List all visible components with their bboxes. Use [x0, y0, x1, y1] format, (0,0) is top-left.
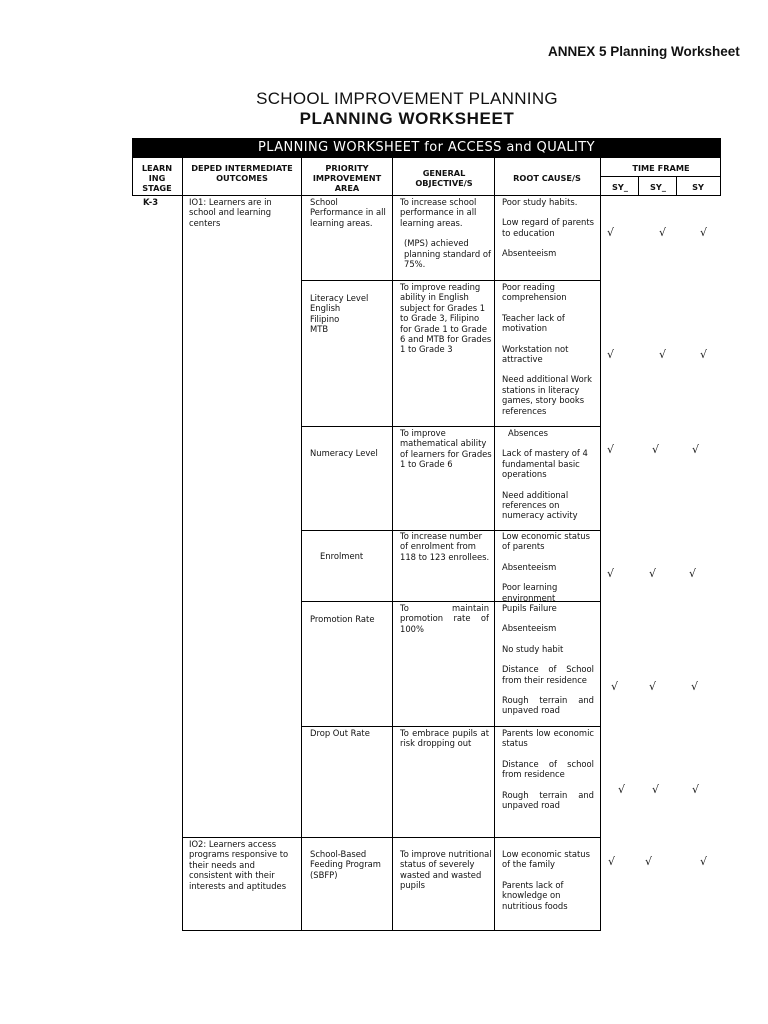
check-mark: √ — [689, 567, 697, 580]
header-general-objective: GENERAL OBJECTIVE/S — [415, 168, 473, 188]
causes-sbfp: Low economic status of the family Parents lack of knowledge on nutritious foods — [502, 849, 590, 911]
header-root-cause: ROOT CAUSE/S — [513, 173, 581, 183]
header-sy-1: SY_ — [612, 182, 628, 192]
causes-literacy-level: Poor reading comprehension Teacher lack of motivation Workstation not attractive Need additional Work stations in literacy games, story books references — [502, 282, 593, 416]
check-mark: √ — [700, 855, 708, 868]
objective-numeracy-level: To improve mathematical ability of learners for Grades 1 to Grade 6 — [400, 428, 492, 470]
check-mark: √ — [659, 348, 667, 361]
worksheet-title-bar: PLANNING WORKSHEET for ACCESS and QUALITY — [132, 138, 721, 158]
header-sy-2: SY_ — [650, 182, 666, 192]
header-learning-stage: LEARN ING STAGE — [141, 163, 173, 193]
area-sbfp: School-Based Feeding Program (SBFP) — [310, 849, 381, 880]
causes-school-performance: Poor study habits. Low regard of parents to education Absenteeism — [502, 197, 594, 259]
header-sy-3: SY — [692, 182, 704, 192]
objective-school-performance: To increase school performance in all learning areas. (MPS) achieved planning standard of 75%. — [400, 197, 491, 270]
outcome-io1: IO1: Learners are in school and learning centers — [189, 197, 272, 228]
check-mark: √ — [700, 226, 708, 239]
causes-promotion-rate: Pupils Failure Absenteeism No study habit Distance of School from their residence Rough terrain and unpaved road — [502, 603, 594, 716]
check-mark: √ — [691, 680, 699, 693]
check-mark: √ — [618, 783, 626, 796]
annex-label: ANNEX 5 Planning Worksheet — [548, 44, 740, 59]
check-mark: √ — [607, 443, 615, 456]
header-intermediate-outcomes: DEPED INTERMEDIATE OUTCOMES — [191, 163, 293, 183]
document-title: SCHOOL IMPROVEMENT PLANNING — [256, 89, 558, 108]
check-mark: √ — [652, 443, 660, 456]
check-mark: √ — [692, 443, 700, 456]
area-literacy-level: Literacy Level English Filipino MTB — [310, 293, 369, 335]
check-mark: √ — [608, 855, 616, 868]
area-numeracy-level: Numeracy Level — [310, 448, 378, 458]
objective-literacy-level: To improve reading ability in English subject for Grades 1 to Grade 3, Filipino for Grade 1 to Grade 6 and MTB for Grades 1 to Grade 3 — [400, 282, 492, 355]
header-priority-area: PRIORITY IMPROVEMENT AREA — [312, 163, 382, 193]
objective-enrolment: To increase number of enrolment from 118 to 123 enrollees. — [400, 531, 490, 562]
check-mark: √ — [692, 783, 700, 796]
objective-sbfp: To improve nutritional status of severely wasted and wasted pupils — [400, 849, 492, 891]
check-mark: √ — [659, 226, 667, 239]
document-subtitle: PLANNING WORKSHEET — [299, 109, 515, 128]
check-mark: √ — [607, 226, 615, 239]
learning-stage-value: K-3 — [143, 197, 159, 207]
check-mark: √ — [649, 567, 657, 580]
area-enrolment: Enrolment — [320, 551, 364, 561]
causes-drop-out-rate: Parents low economic status Distance of school from residence Rough terrain and unpaved road — [502, 728, 594, 811]
causes-enrolment: Low economic status of parents Absenteeism Poor learning environment — [502, 531, 590, 603]
check-mark: √ — [611, 680, 619, 693]
check-mark: √ — [652, 783, 660, 796]
objective-promotion-rate: To maintain promotion rate of 100% — [400, 603, 489, 634]
check-mark: √ — [607, 567, 615, 580]
area-school-performance: School Performance in all learning areas. — [310, 197, 386, 228]
causes-numeracy-level: Absences Lack of mastery of 4 fundamental basic operations Need additional references on numeracy activity — [502, 428, 588, 521]
header-time-frame: TIME FRAME — [632, 163, 690, 173]
area-drop-out-rate: Drop Out Rate — [310, 728, 370, 738]
check-mark: √ — [700, 348, 708, 361]
check-mark: √ — [649, 680, 657, 693]
check-mark: √ — [645, 855, 653, 868]
check-mark: √ — [607, 348, 615, 361]
outcome-io2: IO2: Learners access programs responsive to their needs and consistent with their interests and aptitudes — [189, 839, 289, 891]
area-promotion-rate: Promotion Rate — [310, 614, 375, 624]
objective-drop-out-rate: To embrace pupils at risk dropping out — [400, 728, 489, 749]
